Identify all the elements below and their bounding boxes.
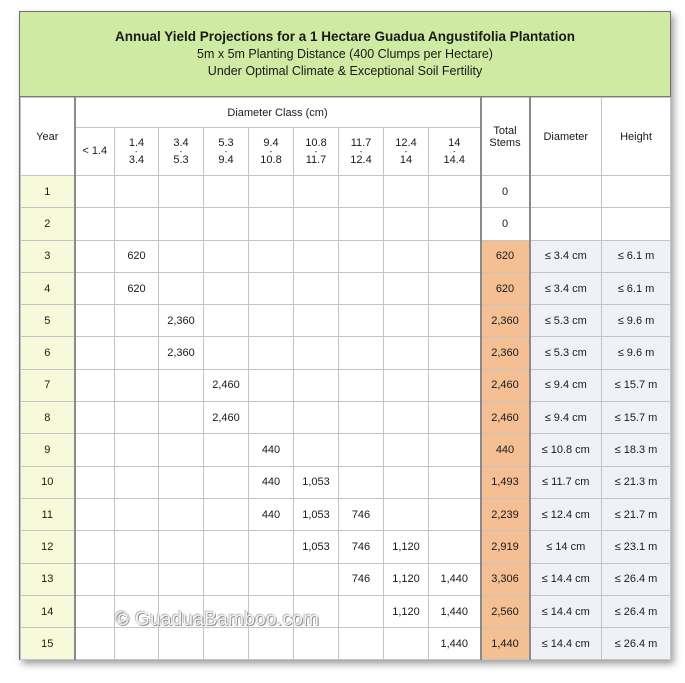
range-dash: - xyxy=(359,146,363,156)
diameter-class-to: 3.4 xyxy=(128,153,145,166)
diameter-class-1 xyxy=(115,128,159,176)
diameter-class-value xyxy=(429,240,481,272)
diameter-class-value: 440 xyxy=(249,498,294,530)
diameter-class-value xyxy=(384,305,429,337)
max-height-cell xyxy=(602,208,671,240)
yield-table-card xyxy=(19,11,671,660)
diameter-class-value: 1,440 xyxy=(429,628,481,660)
diameter-class-to: 12.4 xyxy=(350,153,372,166)
diameter-class-value xyxy=(384,176,429,208)
table-row xyxy=(21,531,671,563)
max-diameter-cell: ≤ 14.4 cm xyxy=(530,563,602,595)
diameter-class-value xyxy=(429,466,481,498)
diameter-class-value: 620 xyxy=(115,240,159,272)
diameter-class-value xyxy=(339,305,384,337)
max-height-cell: ≤ 23.1 m xyxy=(602,531,671,563)
diameter-class-value xyxy=(159,595,204,627)
diameter-class-value xyxy=(115,531,159,563)
max-diameter-cell xyxy=(530,208,602,240)
diameter-class-value xyxy=(339,595,384,627)
diameter-class-3 xyxy=(204,128,249,176)
diameter-class-value xyxy=(159,240,204,272)
total-stems-header-line2: Stems xyxy=(489,136,521,149)
diameter-class-2 xyxy=(159,128,204,176)
table-row xyxy=(21,176,671,208)
range-dash: - xyxy=(404,146,408,156)
total-stems-cell: 2,460 xyxy=(481,369,530,401)
diameter-class-value xyxy=(204,563,249,595)
range-dash: - xyxy=(452,146,456,156)
diameter-class-value xyxy=(339,337,384,369)
diameter-class-to: 11.7 xyxy=(305,153,327,166)
max-diameter-cell: ≤ 12.4 cm xyxy=(530,498,602,530)
max-height-cell: ≤ 21.7 m xyxy=(602,498,671,530)
diameter-class-6 xyxy=(339,128,384,176)
range-dash: - xyxy=(224,146,228,156)
max-height-cell xyxy=(602,176,671,208)
diameter-class-value: 1,053 xyxy=(294,466,339,498)
max-diameter-cell: ≤ 3.4 cm xyxy=(530,240,602,272)
table-header-banner xyxy=(20,12,670,97)
diameter-class-from: 10.8 xyxy=(305,136,327,149)
diameter-class-from: 1.4 xyxy=(128,136,145,149)
diameter-class-from: 5.3 xyxy=(218,136,234,149)
max-diameter-cell: ≤ 11.7 cm xyxy=(530,466,602,498)
diameter-class-value: 746 xyxy=(339,531,384,563)
diameter-class-value xyxy=(429,272,481,304)
table-title: Annual Yield Projections for a 1 Hectare Guadua Angustifolia Plantation xyxy=(114,29,576,44)
diameter-class-value xyxy=(115,595,159,627)
diameter-class-value xyxy=(75,208,115,240)
diameter-class-value xyxy=(115,563,159,595)
diameter-class-value xyxy=(384,628,429,660)
diameter-class-value xyxy=(249,595,294,627)
diameter-class-value xyxy=(249,402,294,434)
year-cell: 6 xyxy=(21,337,75,369)
year-cell: 4 xyxy=(21,272,75,304)
diameter-class-value xyxy=(249,369,294,401)
diameter-class-value xyxy=(115,176,159,208)
max-height-cell: ≤ 15.7 m xyxy=(602,369,671,401)
diameter-class-value xyxy=(249,531,294,563)
diameter-class-value xyxy=(115,628,159,660)
max-diameter-cell: ≤ 9.4 cm xyxy=(530,369,602,401)
total-stems-cell: 0 xyxy=(481,208,530,240)
range-dash: - xyxy=(314,146,318,156)
table-row xyxy=(21,272,671,304)
total-stems-header xyxy=(481,98,530,176)
diameter-class-value xyxy=(294,240,339,272)
diameter-class-from: 11.7 xyxy=(350,136,372,149)
height-column-header: Height xyxy=(602,98,671,176)
diameter-class-value xyxy=(75,434,115,466)
diameter-class-from: 3.4 xyxy=(173,136,189,149)
total-stems-cell: 3,306 xyxy=(481,563,530,595)
diameter-class-value xyxy=(204,240,249,272)
diameter-class-value xyxy=(384,434,429,466)
diameter-class-value xyxy=(159,176,204,208)
diameter-class-value xyxy=(75,595,115,627)
max-diameter-cell: ≤ 14 cm xyxy=(530,531,602,563)
diameter-class-value xyxy=(249,563,294,595)
diameter-class-from: 9.4 xyxy=(263,136,279,149)
diameter-class-value xyxy=(75,563,115,595)
diameter-class-value xyxy=(75,337,115,369)
diameter-class-value xyxy=(429,305,481,337)
diameter-class-8 xyxy=(429,128,481,176)
diameter-class-value xyxy=(75,402,115,434)
max-height-cell: ≤ 21.3 m xyxy=(602,466,671,498)
diameter-class-value xyxy=(249,240,294,272)
diameter-class-to: 9.4 xyxy=(218,153,234,166)
total-stems-cell: 440 xyxy=(481,434,530,466)
max-height-cell: ≤ 6.1 m xyxy=(602,272,671,304)
diameter-class-value: 1,120 xyxy=(384,563,429,595)
total-stems-cell: 2,360 xyxy=(481,337,530,369)
diameter-class-value xyxy=(159,466,204,498)
diameter-class-from: < 1.4 xyxy=(82,145,108,157)
total-stems-header-line1: Total xyxy=(493,124,517,137)
table-row xyxy=(21,498,671,530)
diameter-class-value xyxy=(429,176,481,208)
diameter-class-value xyxy=(249,176,294,208)
table-row xyxy=(21,595,671,627)
table-row xyxy=(21,466,671,498)
diameter-class-value xyxy=(204,595,249,627)
diameter-class-value xyxy=(294,434,339,466)
diameter-class-value: 2,360 xyxy=(159,305,204,337)
diameter-class-value xyxy=(429,434,481,466)
diameter-class-value xyxy=(249,305,294,337)
diameter-class-value xyxy=(294,305,339,337)
diameter-class-value xyxy=(339,208,384,240)
diameter-class-value xyxy=(294,337,339,369)
diameter-class-value xyxy=(339,176,384,208)
diameter-class-value xyxy=(75,498,115,530)
diameter-class-value xyxy=(294,563,339,595)
diameter-class-value xyxy=(204,176,249,208)
diameter-class-value: 746 xyxy=(339,563,384,595)
year-cell: 12 xyxy=(21,531,75,563)
diameter-class-value: 2,360 xyxy=(159,337,204,369)
diameter-class-value xyxy=(429,337,481,369)
max-diameter-cell: ≤ 5.3 cm xyxy=(530,305,602,337)
diameter-column-header: Diameter xyxy=(530,98,602,176)
diameter-class-value xyxy=(249,337,294,369)
diameter-class-header: Diameter Class (cm) xyxy=(75,98,481,128)
diameter-class-value: 440 xyxy=(249,466,294,498)
diameter-class-5 xyxy=(294,128,339,176)
table-row xyxy=(21,563,671,595)
max-height-cell: ≤ 26.4 m xyxy=(602,595,671,627)
year-cell: 2 xyxy=(21,208,75,240)
total-stems-cell: 2,239 xyxy=(481,498,530,530)
diameter-class-value xyxy=(75,176,115,208)
year-cell: 8 xyxy=(21,402,75,434)
diameter-class-value xyxy=(249,272,294,304)
max-height-cell: ≤ 26.4 m xyxy=(602,563,671,595)
diameter-class-value xyxy=(339,434,384,466)
range-dash: - xyxy=(269,146,273,156)
table-subtitle-spacing: 5m x 5m Planting Distance (400 Clumps per Hectare) xyxy=(197,47,493,61)
max-height-cell: ≤ 26.4 m xyxy=(602,628,671,660)
diameter-class-value xyxy=(204,337,249,369)
year-cell: 3 xyxy=(21,240,75,272)
diameter-class-value: 2,460 xyxy=(204,369,249,401)
diameter-class-4 xyxy=(249,128,294,176)
diameter-class-value xyxy=(204,305,249,337)
diameter-class-value xyxy=(429,498,481,530)
diameter-class-value xyxy=(429,208,481,240)
diameter-class-value xyxy=(159,628,204,660)
diameter-class-value xyxy=(384,208,429,240)
year-cell: 15 xyxy=(21,628,75,660)
total-stems-cell: 1,493 xyxy=(481,466,530,498)
diameter-class-value xyxy=(204,531,249,563)
diameter-class-value xyxy=(159,208,204,240)
diameter-class-value xyxy=(75,369,115,401)
diameter-class-value xyxy=(204,434,249,466)
diameter-class-value xyxy=(384,466,429,498)
diameter-class-to: 5.3 xyxy=(173,153,189,166)
diameter-class-value xyxy=(115,434,159,466)
diameter-class-value xyxy=(75,240,115,272)
diameter-class-value xyxy=(339,272,384,304)
diameter-class-value xyxy=(75,531,115,563)
table-subtitle-conditions: Under Optimal Climate & Exceptional Soil Fertility xyxy=(207,64,483,78)
table-row xyxy=(21,305,671,337)
max-height-cell: ≤ 9.6 m xyxy=(602,305,671,337)
diameter-class-value xyxy=(204,628,249,660)
total-stems-cell: 2,560 xyxy=(481,595,530,627)
table-row xyxy=(21,208,671,240)
diameter-class-value xyxy=(115,402,159,434)
year-cell: 9 xyxy=(21,434,75,466)
diameter-class-value xyxy=(294,208,339,240)
year-cell: 5 xyxy=(21,305,75,337)
diameter-class-value xyxy=(339,240,384,272)
diameter-class-value: 1,053 xyxy=(294,498,339,530)
diameter-class-value xyxy=(429,531,481,563)
diameter-class-from: 12.4 xyxy=(395,136,417,149)
diameter-class-0 xyxy=(75,128,115,176)
diameter-class-value xyxy=(204,498,249,530)
year-column-header: Year xyxy=(21,98,75,176)
header-row-1 xyxy=(21,98,671,128)
diameter-class-7 xyxy=(384,128,429,176)
diameter-class-value xyxy=(159,563,204,595)
table-row xyxy=(21,628,671,660)
diameter-class-value xyxy=(294,369,339,401)
table-row xyxy=(21,240,671,272)
total-stems-cell: 2,360 xyxy=(481,305,530,337)
diameter-class-value: 1,120 xyxy=(384,531,429,563)
diameter-class-value xyxy=(294,176,339,208)
range-dash: - xyxy=(135,146,138,156)
diameter-class-value xyxy=(159,498,204,530)
diameter-class-value xyxy=(429,402,481,434)
diameter-class-to: 10.8 xyxy=(260,153,282,166)
diameter-class-value xyxy=(159,272,204,304)
diameter-class-value xyxy=(115,466,159,498)
diameter-class-value xyxy=(339,402,384,434)
diameter-class-value xyxy=(115,369,159,401)
diameter-class-value xyxy=(294,272,339,304)
diameter-class-value xyxy=(115,337,159,369)
diameter-class-value xyxy=(204,208,249,240)
table-row xyxy=(21,434,671,466)
max-diameter-cell: ≤ 14.4 cm xyxy=(530,628,602,660)
diameter-class-value xyxy=(75,272,115,304)
diameter-class-value xyxy=(294,628,339,660)
diameter-class-to: 14 xyxy=(399,153,413,166)
diameter-class-value xyxy=(75,466,115,498)
max-diameter-cell: ≤ 14.4 cm xyxy=(530,595,602,627)
diameter-class-value: 1,120 xyxy=(384,595,429,627)
total-stems-cell: 2,460 xyxy=(481,402,530,434)
diameter-class-value: 440 xyxy=(249,434,294,466)
diameter-class-value xyxy=(384,272,429,304)
yield-table xyxy=(20,97,671,660)
max-height-cell: ≤ 15.7 m xyxy=(602,402,671,434)
diameter-class-value: 1,440 xyxy=(429,563,481,595)
diameter-class-value xyxy=(115,498,159,530)
diameter-class-value xyxy=(115,305,159,337)
diameter-class-value xyxy=(429,369,481,401)
diameter-class-value: 1,053 xyxy=(294,531,339,563)
year-cell: 14 xyxy=(21,595,75,627)
diameter-class-value xyxy=(249,208,294,240)
diameter-class-value: 620 xyxy=(115,272,159,304)
diameter-class-value xyxy=(204,272,249,304)
diameter-class-value xyxy=(75,305,115,337)
total-stems-cell: 620 xyxy=(481,272,530,304)
diameter-class-value xyxy=(115,208,159,240)
diameter-class-from: 14 xyxy=(448,136,461,149)
diameter-class-value xyxy=(339,466,384,498)
max-diameter-cell: ≤ 9.4 cm xyxy=(530,402,602,434)
diameter-class-value xyxy=(204,466,249,498)
diameter-class-value xyxy=(159,531,204,563)
table-row xyxy=(21,369,671,401)
max-diameter-cell: ≤ 5.3 cm xyxy=(530,337,602,369)
yield-table-body xyxy=(21,176,671,660)
diameter-class-value xyxy=(339,369,384,401)
diameter-class-value xyxy=(75,628,115,660)
copyright-watermark: © GuaduaBamboo.com xyxy=(115,609,320,630)
diameter-class-value: 2,460 xyxy=(204,402,249,434)
year-cell: 10 xyxy=(21,466,75,498)
max-height-cell: ≤ 6.1 m xyxy=(602,240,671,272)
year-cell: 13 xyxy=(21,563,75,595)
max-height-cell: ≤ 18.3 m xyxy=(602,434,671,466)
table-row xyxy=(21,402,671,434)
year-cell: 7 xyxy=(21,369,75,401)
diameter-class-value xyxy=(159,369,204,401)
total-stems-cell: 1,440 xyxy=(481,628,530,660)
diameter-class-value xyxy=(384,402,429,434)
diameter-class-value xyxy=(159,434,204,466)
diameter-class-value: 746 xyxy=(339,498,384,530)
diameter-class-value xyxy=(159,402,204,434)
table-row xyxy=(21,337,671,369)
diameter-class-value: 1,440 xyxy=(429,595,481,627)
diameter-class-value xyxy=(384,369,429,401)
diameter-class-value xyxy=(339,628,384,660)
year-cell: 11 xyxy=(21,498,75,530)
range-dash: - xyxy=(179,146,183,156)
diameter-class-value xyxy=(384,498,429,530)
max-height-cell: ≤ 9.6 m xyxy=(602,337,671,369)
diameter-class-value xyxy=(294,595,339,627)
max-diameter-cell: ≤ 10.8 cm xyxy=(530,434,602,466)
total-stems-cell: 2,919 xyxy=(481,531,530,563)
max-diameter-cell xyxy=(530,176,602,208)
total-stems-cell: 620 xyxy=(481,240,530,272)
year-cell: 1 xyxy=(21,176,75,208)
diameter-class-value xyxy=(384,240,429,272)
max-diameter-cell: ≤ 3.4 cm xyxy=(530,272,602,304)
total-stems-cell: 0 xyxy=(481,176,530,208)
diameter-class-value xyxy=(294,402,339,434)
diameter-class-to: 14.4 xyxy=(443,153,465,166)
diameter-class-value xyxy=(249,628,294,660)
diameter-class-value xyxy=(384,337,429,369)
